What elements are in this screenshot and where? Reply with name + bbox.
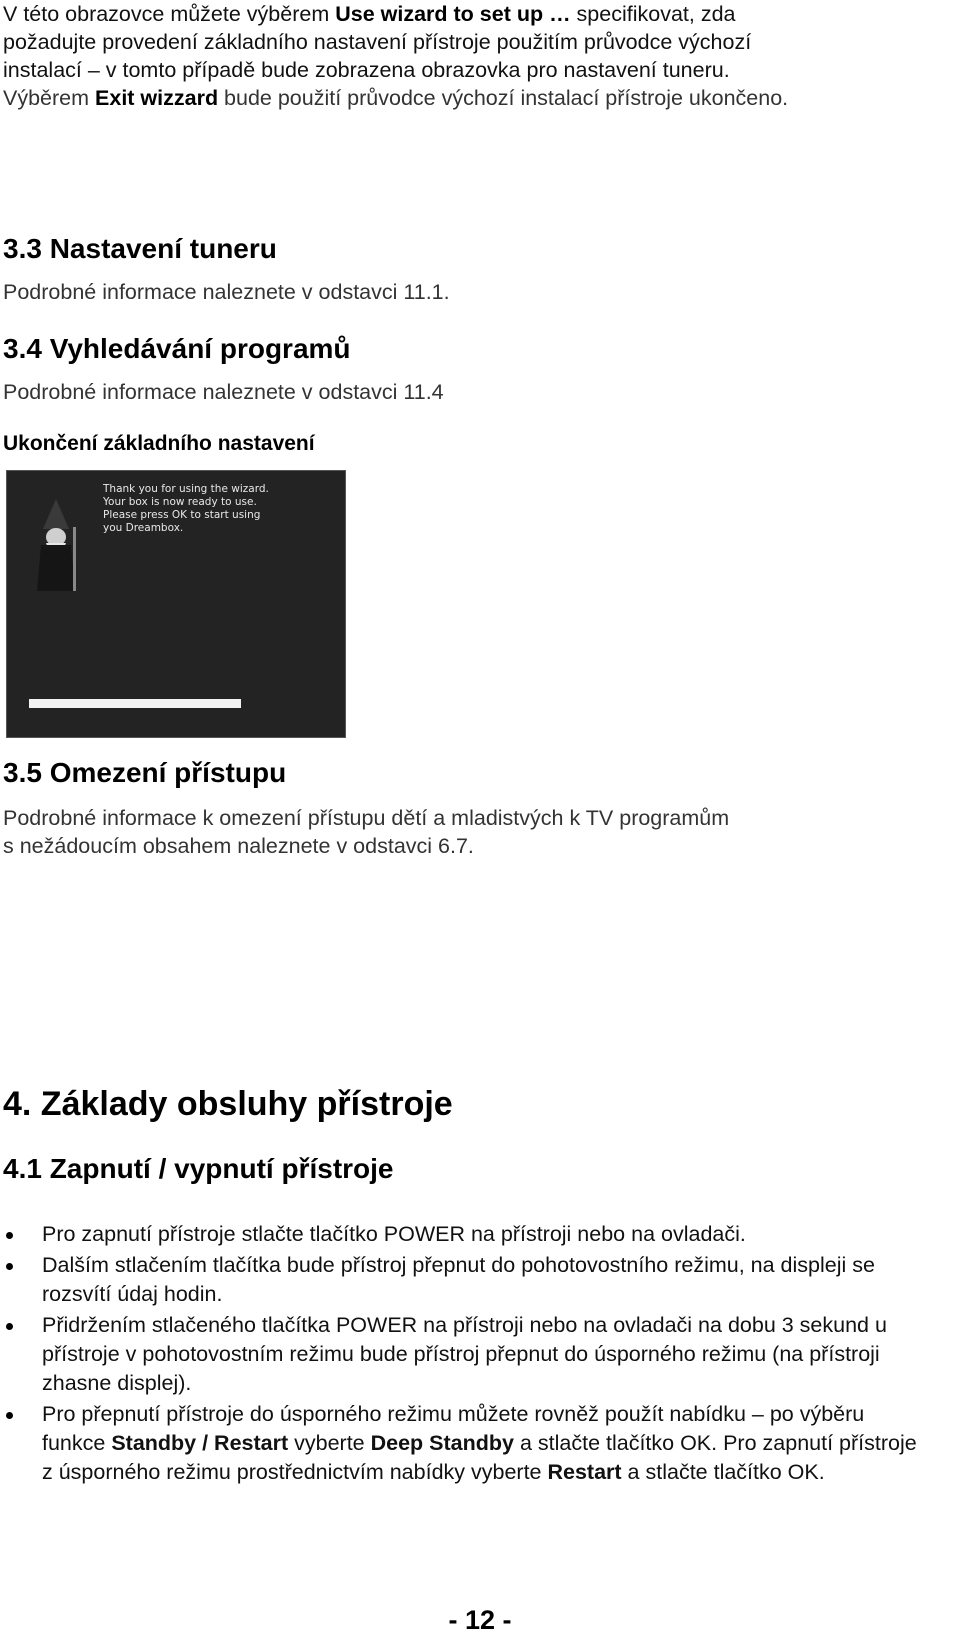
section-heading-3-5: 3.5 Omezení přístupu (3, 757, 287, 788)
bullet-icon (6, 1232, 13, 1239)
text-span: Pro přepnutí přístroje do úsporného režimu můžete rovněž použít nabídku – po výběru funkce (42, 1402, 865, 1455)
section-text-3-4: Podrobné informace naleznete v odstavci 11.4 (3, 380, 444, 404)
section-text-3-3: Podrobné informace naleznete v odstavci 11.1. (3, 280, 450, 304)
subheading-finish: Ukončení základního nastavení (3, 432, 315, 455)
bold-term: Use wizard to set up … (335, 2, 571, 26)
chapter-heading-4: 4. Základy obsluhy přístroje (3, 1085, 453, 1123)
section-heading-4-1: 4.1 Zapnutí / vypnutí přístroje (3, 1153, 394, 1184)
text-span: a stlačte tlačítko OK. Pro zapnutí přístroje z úsporného režimu prostřednictvím nabídky vyberte (42, 1431, 917, 1484)
list-item (0, 1400, 922, 1487)
intro-line-4 (3, 84, 953, 112)
bullet-icon (6, 1412, 13, 1419)
wizard-message: Thank you for using the wizard. Your box is now ready to use. Please press OK to start using you Dreambox. (103, 483, 269, 534)
intro-line-2: požadujte provedení základního nastavení přístroje použitím průvodce výchozí (3, 30, 752, 54)
section-heading-3-4: 3.4 Vyhledávání programů (3, 333, 351, 364)
text-span: specifikovat, zda (570, 2, 736, 26)
list-item-text: Pro zapnutí přístroje stlačte tlačítko POWER na přístroji nebo na ovladači. (42, 1222, 746, 1246)
list-item-text: Přidržením stlačeného tlačítka POWER na přístroji nebo na ovladači na dobu 3 sekund u přístroje v pohotovostním režimu bude přístroj přepnut do úsporného režimu (na přístroji zhasne displej). (42, 1313, 887, 1395)
bold-term: Standby / Restart (111, 1431, 289, 1455)
progress-bar (29, 699, 241, 708)
bullet-list (0, 1220, 960, 1489)
section-text-3-5-line-2: s nežádoucím obsahem naleznete v odstavci 6.7. (3, 834, 474, 858)
text-span: bude použití průvodce výchozí instalací přístroje ukončeno. (218, 86, 789, 110)
text-span: a stlačte tlačítko OK. (621, 1460, 825, 1484)
page-number: - 12 - (448, 1605, 512, 1635)
list-item (0, 1220, 922, 1249)
intro-line-3: instalací – v tomto případě bude zobrazena obrazovka pro nastavení tuneru. (3, 58, 730, 82)
list-item (0, 1251, 922, 1309)
text-span: vyberte (288, 1431, 371, 1455)
bullet-icon (6, 1323, 13, 1330)
list-item (0, 1311, 922, 1398)
section-heading-3-3: 3.3 Nastavení tuneru (3, 233, 277, 264)
intro-line-1 (3, 0, 953, 28)
bullet-icon (6, 1263, 13, 1270)
list-item-text: Dalším stlačením tlačítka bude přístroj přepnut do pohotovostního režimu, na displeji se rozsvítí údaj hodin. (42, 1253, 875, 1306)
wizard-figure-icon (29, 499, 83, 595)
section-text-3-5-line-1: Podrobné informace k omezení přístupu dětí a mladistvých k TV programům (3, 806, 730, 830)
bold-term: Restart (547, 1460, 622, 1484)
wizard-screenshot (6, 470, 346, 738)
bold-term: Deep Standby (370, 1431, 514, 1455)
text-span: V této obrazovce můžete výběrem (3, 2, 336, 26)
bold-term: Exit wizzard (95, 86, 219, 110)
text-span: Výběrem (3, 86, 96, 110)
